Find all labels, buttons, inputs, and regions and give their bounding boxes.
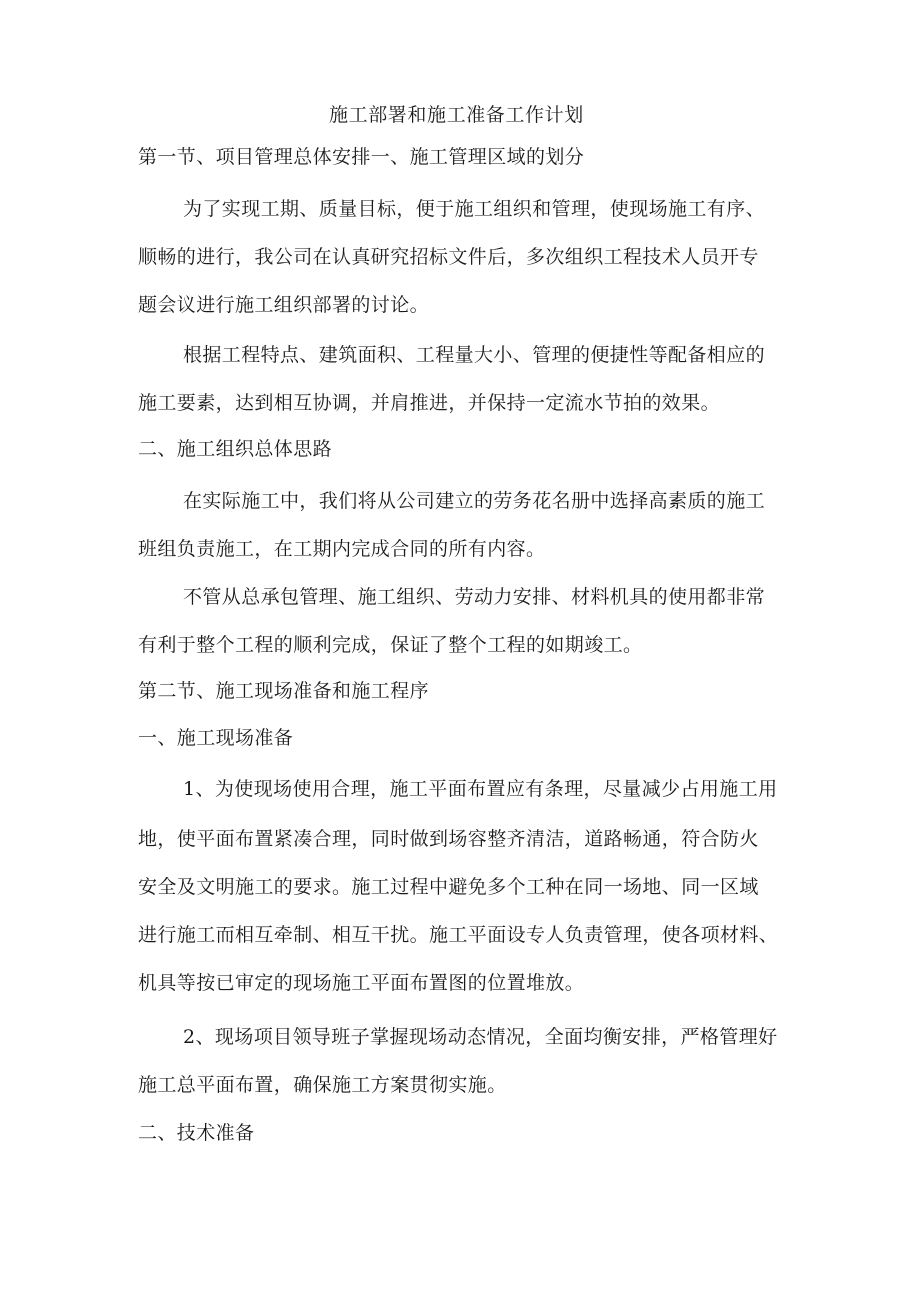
paragraph-line: 施工总平面布置，确保施工方案贯彻实施。 xyxy=(138,1074,507,1096)
subsection-heading: 二、施工组织总体思路 xyxy=(138,438,333,460)
paragraph-line: 有利于整个工程的顺利完成，保证了整个工程的如期竣工。 xyxy=(138,634,643,656)
document-title: 施工部署和施工准备工作计划 xyxy=(329,104,584,126)
section-heading: 第一节、项目管理总体安排一、施工管理区域的划分 xyxy=(138,146,585,168)
paragraph-line: 不管从总承包管理、施工组织、劳动力安排、材料机具的使用都非常 xyxy=(183,586,766,608)
paragraph-line: 班组负责施工，在工期内完成合同的所有内容。 xyxy=(138,538,546,560)
paragraph-line: 安全及文明施工的要求。施工过程中避免多个工种在同一场地、同一区域 xyxy=(138,876,759,898)
paragraph-line: 题会议进行施工组织部署的讨论。 xyxy=(138,294,430,316)
paragraph-line: 2、现场项目领导班子掌握现场动态情况，全面均衡安排，严格管理好 xyxy=(183,1026,778,1048)
paragraph-line: 施工要素，达到相互协调，并肩推进，并保持一定流水节拍的效果。 xyxy=(138,392,721,414)
paragraph-line: 根据工程特点、建筑面积、工程量大小、管理的便捷性等配备相应的 xyxy=(183,344,766,366)
paragraph-line: 1、为使现场使用合理，施工平面布置应有条理，尽量减少占用施工用 xyxy=(183,778,778,800)
paragraph-line: 机具等按已审定的现场施工平面布置图的位置堆放。 xyxy=(138,972,585,994)
section-heading: 第二节、施工现场准备和施工程序 xyxy=(138,680,430,702)
paragraph-line: 进行施工而相互牵制、相互干扰。施工平面设专人负责管理，使各项材料、 xyxy=(138,924,779,946)
subsection-heading: 二、技术准备 xyxy=(138,1122,255,1144)
paragraph-line: 顺畅的进行，我公司在认真研究招标文件后，多次组织工程技术人员开专 xyxy=(138,246,759,268)
paragraph-line: 为了实现工期、质量目标，便于施工组织和管理，使现场施工有序、 xyxy=(183,198,766,220)
subsection-heading: 一、施工现场准备 xyxy=(138,727,294,749)
paragraph-line: 地，使平面布置紧凑合理，同时做到场容整齐清洁，道路畅通，符合防火 xyxy=(138,828,759,850)
paragraph-line: 在实际施工中，我们将从公司建立的劳务花名册中选择高素质的施工 xyxy=(183,490,766,512)
